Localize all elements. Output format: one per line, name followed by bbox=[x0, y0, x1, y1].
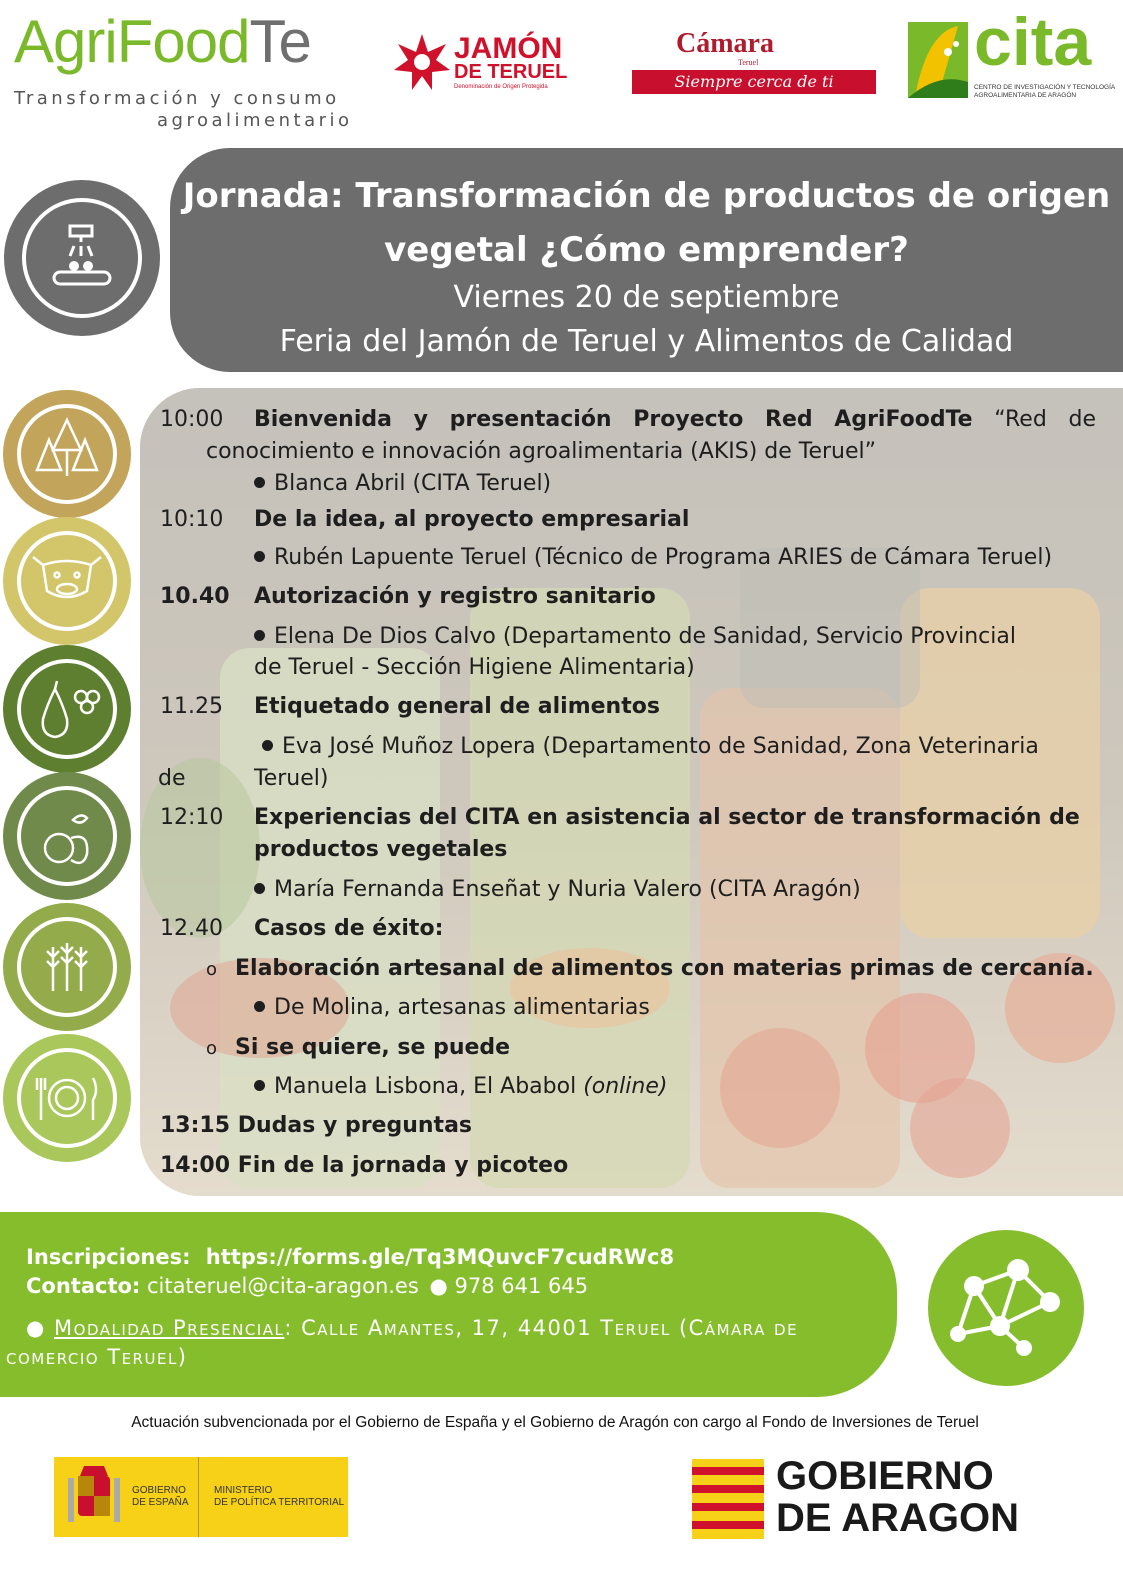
agenda-item-2-speaker: Rubén Lapuente Teruel (Técnico de Programa ARIES de Cámara Teruel) bbox=[254, 543, 1052, 573]
camara-teruel-logo bbox=[632, 28, 880, 96]
agrifoodte-logo bbox=[14, 10, 374, 135]
ministerio-text: MINISTERIO DE POLÍTICA TERRITORIAL bbox=[214, 1485, 345, 1508]
brand-subtitle-line2: agroalimentario bbox=[157, 110, 353, 131]
event-venue: Feria del Jamón de Teruel y Alimentos de Calidad bbox=[279, 324, 1014, 359]
event-title-line1: Jornada: Transformación de productos de origen bbox=[182, 176, 1111, 216]
agenda-item-6-sub2-speaker: Manuela Lisbona, El Ababol (online) bbox=[254, 1072, 667, 1102]
wheat-icon bbox=[3, 903, 131, 1031]
conveyor-icon bbox=[4, 180, 160, 336]
cita-logo bbox=[908, 4, 1116, 104]
cita-line2: AGROALIMENTARIA DE ARAGÓN bbox=[974, 92, 1077, 99]
brand-title: AgriFoodTe bbox=[14, 8, 311, 75]
modalidad-address-cont: comercio Teruel) bbox=[6, 1345, 188, 1369]
agenda-item-1-subtitle: conocimiento e innovación agroalimentaria (AKIS) de Teruel” bbox=[206, 439, 877, 464]
dining-icon-circle bbox=[3, 1034, 131, 1162]
pear-icon bbox=[3, 645, 131, 773]
agenda-item-6-sub2: o Si se quiere, se puede bbox=[206, 1035, 511, 1060]
camara-name: Cámara bbox=[676, 28, 774, 59]
inscripciones-label: Inscripciones: bbox=[26, 1245, 191, 1269]
agenda-item-4-speaker-cont-a: de bbox=[158, 766, 186, 791]
gobierno-aragon-logo bbox=[692, 1455, 1052, 1543]
agenda-item-5-title: Experiencias del CITA en asistencia al sector de transformación de bbox=[254, 805, 1080, 830]
brand-subtitle-line1: Transformación y consumo bbox=[14, 88, 340, 109]
agenda-item-6-sub1-speaker: De Molina, artesanas alimentarias bbox=[254, 993, 650, 1023]
agenda-item-6-sub1: o Elaboración artesanal de alimentos con materias primas de cercanía. bbox=[206, 956, 1094, 981]
aragon-flag-icon bbox=[692, 1459, 764, 1539]
agenda-item-1-time: 10:00 bbox=[160, 407, 224, 432]
aragon-text-2: DE ARAGON bbox=[776, 1496, 1019, 1540]
registration-band bbox=[0, 1212, 897, 1397]
spain-coat-of-arms-icon bbox=[64, 1462, 124, 1532]
agenda-item-3-time: 10.40 bbox=[160, 584, 230, 609]
agenda-item-5-speaker: María Fernanda Enseñat y Nuria Valero (CITA Aragón) bbox=[254, 875, 861, 905]
cereal-icon-circle bbox=[3, 903, 131, 1031]
inscripciones-link[interactable]: https://forms.gle/Tq3MQuvcF7cudRWc8 bbox=[205, 1245, 675, 1269]
camara-small: Teruel bbox=[738, 58, 759, 67]
fruit-icon-circle bbox=[3, 645, 131, 773]
gobierno-espana-logo bbox=[54, 1457, 348, 1537]
agenda-item-7: 13:15 Dudas y preguntas bbox=[160, 1113, 473, 1138]
agenda-item-2-title: De la idea, al proyecto empresarial bbox=[254, 507, 690, 532]
agenda-item-2-time: 10:10 bbox=[160, 507, 224, 532]
agenda-item-1-title: Bienvenida y presentación Proyecto Red AgriFoodTe “Red de bbox=[254, 407, 1096, 432]
agenda-item-8: 14:00 Fin de la jornada y picoteo bbox=[160, 1153, 569, 1178]
agenda-item-5-title-cont: productos vegetales bbox=[254, 837, 508, 862]
inscripciones-row bbox=[26, 1245, 674, 1269]
forest-icon-circle bbox=[3, 390, 131, 518]
jamon-line2: DE TERUEL bbox=[454, 61, 568, 83]
agenda-item-5-time: 12:10 bbox=[160, 805, 224, 830]
agenda-item-4-time: 11.25 bbox=[160, 694, 223, 719]
jamon-teruel-logo bbox=[392, 30, 602, 94]
aragon-text-1: GOBIERNO bbox=[776, 1454, 994, 1498]
cita-name: cita bbox=[974, 4, 1092, 80]
processing-icon-circle bbox=[4, 180, 160, 336]
agenda-item-1-speaker: Blanca Abril (CITA Teruel) bbox=[254, 469, 551, 499]
contacto-label: Contacto: bbox=[26, 1274, 141, 1298]
cow-icon bbox=[3, 517, 131, 645]
funding-note: Actuación subvencionada por el Gobierno de España y el Gobierno de Aragón con cargo al Fondo de Inversiones de Teruel bbox=[131, 1414, 979, 1431]
event-title-line2: vegetal ¿Cómo emprender? bbox=[384, 230, 909, 270]
jamon-line1: JAMÓN bbox=[454, 32, 563, 65]
contact-phone: 978 641 645 bbox=[454, 1274, 589, 1298]
trees-icon bbox=[3, 390, 131, 518]
camara-slogan: Siempre cerca de ti bbox=[632, 70, 876, 94]
agenda-item-4-speaker-cont-b: Teruel) bbox=[254, 766, 329, 791]
modalidad-row: ● Modalidad Presencial: Calle Amantes, 17, 44001 Teruel (Cámara de bbox=[26, 1316, 799, 1340]
plate-cutlery-icon bbox=[3, 1034, 131, 1162]
cita-emblem-icon bbox=[908, 22, 968, 102]
jamon-star-icon bbox=[392, 32, 452, 92]
livestock-icon-circle bbox=[3, 517, 131, 645]
title-band bbox=[170, 148, 1123, 372]
agenda-item-6-title: Casos de éxito: bbox=[254, 916, 444, 941]
agenda-item-3-speaker: Elena De Dios Calvo (Departamento de Sanidad, Servicio Provincial bbox=[254, 622, 1016, 652]
agenda-item-3-title: Autorización y registro sanitario bbox=[254, 584, 656, 609]
modalidad-address: : Calle Amantes, 17, 44001 Teruel (Cámara de bbox=[284, 1316, 799, 1340]
network-icon bbox=[928, 1230, 1084, 1386]
agenda-item-4-title: Etiquetado general de alimentos bbox=[254, 694, 660, 719]
cita-line1: CENTRO DE INVESTIGACIÓN Y TECNOLOGÍA bbox=[974, 84, 1116, 91]
contact-row: Contacto: citateruel@cita-aragon.es ● 978 641 645 bbox=[26, 1274, 589, 1298]
vegetables-icon bbox=[3, 772, 131, 900]
modalidad-label: Modalidad Presencial bbox=[54, 1316, 285, 1340]
event-date: Viernes 20 de septiembre bbox=[453, 280, 840, 315]
jamon-line3: Denominación de Origen Protegida bbox=[454, 84, 548, 90]
contact-email[interactable]: citateruel@cita-aragon.es bbox=[147, 1274, 419, 1298]
agenda-item-4-speaker: Eva José Muñoz Lopera (Departamento de Sanidad, Zona Veterinaria bbox=[262, 732, 1039, 762]
gob-espana-text: GOBIERNO DE ESPAÑA bbox=[132, 1485, 189, 1508]
agenda-panel bbox=[140, 388, 1123, 1196]
agenda-item-6-time: 12.40 bbox=[160, 916, 223, 941]
vegetable-icon-circle bbox=[3, 772, 131, 900]
agenda-item-3-speaker-cont: de Teruel - Sección Higiene Alimentaria) bbox=[254, 655, 695, 680]
